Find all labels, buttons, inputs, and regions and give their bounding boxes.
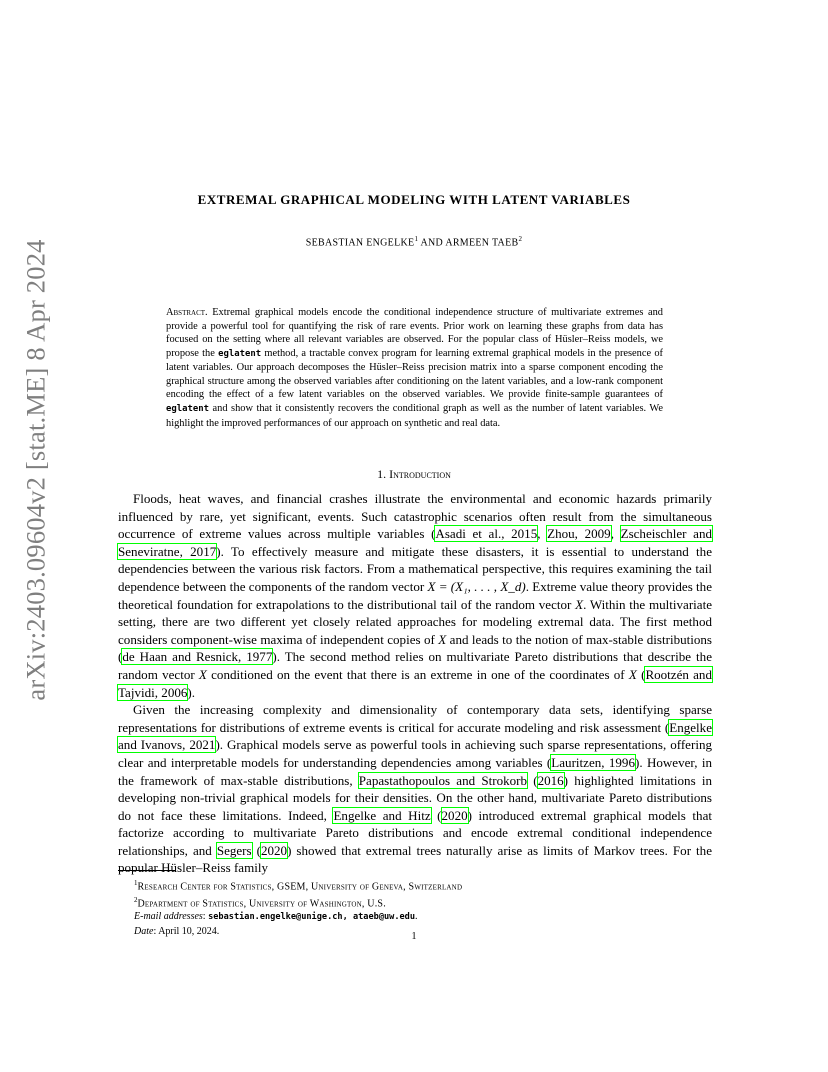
text-run: . Extreme value theory provides the theoretical foundation for extrapolations to the distributional tail of the random vector	[118, 578, 712, 612]
section-number: 1.	[377, 467, 390, 481]
citation-link[interactable]: de Haan and Resnick, 1977	[122, 649, 273, 665]
text-run: Floods, heat waves, and financial crashes illustrate the environmental and economic hazards primarily influenced by rare, yet significant, events. Such catastrophic scenarios often result from the simultaneous occurrence of extreme values across multiple variables (	[118, 491, 712, 542]
math-expression: X	[628, 666, 637, 682]
math-expression: X = (X₁, . . . , X_d)	[427, 578, 526, 594]
date-label: Date	[134, 925, 154, 937]
section-title: Introduction	[389, 467, 451, 481]
text-run: . Within the multivariate setting, there are two different yet closely related approaches for modeling extremal data. The first method considers component-wise maxima of independent copies of	[118, 596, 712, 647]
text-run: (	[251, 842, 261, 858]
citation-link[interactable]: 2020	[260, 842, 288, 858]
citation-link[interactable]: Asadi et al., 2015	[435, 526, 538, 542]
abstract	[166, 306, 663, 430]
author-1-affiliation-marker: 1	[414, 235, 419, 243]
text-run: ).	[187, 684, 195, 700]
paragraph-1	[118, 490, 712, 701]
text-run: ). The second method relies on multivariate Pareto distributions that describe the random vector	[118, 649, 712, 682]
citation-link[interactable]: Segers	[216, 842, 252, 858]
affiliation-text: Research Center for Statistics, GSEM, University of Geneva, Switzerland	[137, 881, 463, 893]
introduction-body	[118, 490, 712, 877]
email-addresses[interactable]: sebastian.engelke@unige.ch, ataeb@uw.edu	[208, 912, 416, 923]
citation-link[interactable]: 2016	[537, 772, 564, 788]
citation-link[interactable]: Rootzén and Tajvidi, 2006	[118, 666, 712, 700]
text-run: (	[636, 666, 646, 682]
footnote-emails	[134, 910, 462, 924]
author-1-name: SEBASTIAN ENGELKE	[305, 237, 415, 249]
math-expression: X	[438, 631, 447, 647]
paragraph-2	[118, 701, 712, 877]
author-conjunction: AND	[418, 237, 446, 249]
footnote-affiliation-1	[134, 877, 462, 894]
author-line	[0, 235, 828, 248]
citation-link[interactable]: Zhou, 2009	[547, 526, 611, 542]
text-run: (	[430, 807, 442, 823]
citation-link[interactable]: 2020	[441, 807, 468, 823]
email-separator: :	[202, 911, 209, 923]
text-run: Given the increasing complexity and dimensionality of contemporary data sets, identifying sparse representations for distributions of extreme events is critical for accurate modeling and risk assessment (	[118, 702, 712, 735]
footnote-affiliation-2	[134, 894, 462, 911]
text-run: and leads to the notion of max-stable distributions (	[118, 631, 712, 665]
text-run: conditioned on the event that there is an extreme in one of the coordinates of	[206, 666, 629, 682]
email-label: E-mail addresses	[134, 911, 203, 923]
text-run: ) showed that extremal trees naturally arise as limits of Markov trees. For the popular Hüsler–Reiss family	[118, 842, 712, 876]
email-end: .	[415, 911, 418, 923]
page-number: 1	[411, 931, 417, 942]
text-run: ) highlighted limitations in developing non-trivial graphical models for their densities. On the other hand, multivariate Pareto distributions do not face these limitations. Indeed,	[118, 772, 712, 823]
math-expression: X	[575, 596, 584, 612]
abstract-label: Abstract.	[166, 307, 208, 318]
text-run: ,	[537, 526, 548, 542]
text-run: (	[527, 772, 538, 788]
footnotes	[134, 877, 462, 938]
abstract-text-2: method, a tractable convex program for learning extremal graphical models in the presence of latent variables. Our approach decomposes the Hüsler–Reiss precision matrix into a sparse component encoding the graphical structure among the observed variables after conditioning on the latent variables, and a low-rank component encoding the effect of a few latent variables on the observed variables. We provide finite-sample guarantees of	[166, 347, 663, 401]
citation-link[interactable]: Lauritzen, 1996	[551, 754, 635, 770]
author-2-name: ARMEEN TAEB	[445, 237, 519, 249]
math-expression: X	[198, 666, 207, 682]
abstract-text-3: and show that it consistently recovers the conditional graph as well as the number of latent variables. We highlight the improved performances of our approach on synthetic and real data.	[166, 403, 663, 429]
text-run: ). Graphical models serve as powerful tools in achieving such sparse representations, offering clear and interpretable models for understanding dependencies among variables (	[118, 737, 712, 770]
citation-link[interactable]: Engelke and Ivanovs, 2021	[118, 719, 712, 753]
text-run: ) introduced extremal graphical models that factorize according to multivariate Pareto distributions and encode extremal conditional independence relationships, and	[118, 807, 712, 858]
method-name: eglatent	[166, 404, 210, 415]
footnote-rule	[118, 870, 176, 871]
section-heading-introduction	[0, 467, 828, 482]
arxiv-identifier: arXiv:2403.09604v2 [stat.ME] 8 Apr 2024	[20, 239, 51, 701]
method-name: eglatent	[218, 348, 262, 359]
citation-link[interactable]: Zscheischler and Seneviratne, 2017	[118, 526, 712, 559]
text-run: ). However, in the framework of max-stable distributions,	[118, 754, 712, 788]
citation-link[interactable]: Papastathopoulos and Strokorb	[358, 772, 528, 788]
footnote-marker: 1	[134, 879, 138, 887]
affiliation-text: Department of Statistics, University of Washington, U.S.	[137, 897, 386, 909]
citation-link[interactable]: Engelke and Hitz	[333, 807, 431, 823]
abstract-text-1: Extremal graphical models encode the conditional independence structure of multivariate extremes and provide a powerful tool for quantifying the risk of rare events. Prior work on learning these graphs from data has focused on the setting where all relevant variables are observed. For the popular class of Hüsler–Reiss models, we propose the	[166, 307, 663, 359]
paper-title: EXTREMAL GRAPHICAL MODELING WITH LATENT VARIABLES	[197, 192, 631, 207]
author-2-affiliation-marker: 2	[518, 235, 523, 243]
text-run: ,	[610, 526, 621, 542]
date-value: April 10, 2024.	[158, 925, 220, 937]
text-run: ). To effectively measure and mitigate these disasters, it is essential to understand the dependencies between the various risk factors. From a mathematical perspective, this requires examining the tail dependence between the components of the random vector	[118, 543, 712, 594]
date-separator: :	[153, 925, 159, 937]
footnote-marker: 2	[134, 895, 138, 904]
